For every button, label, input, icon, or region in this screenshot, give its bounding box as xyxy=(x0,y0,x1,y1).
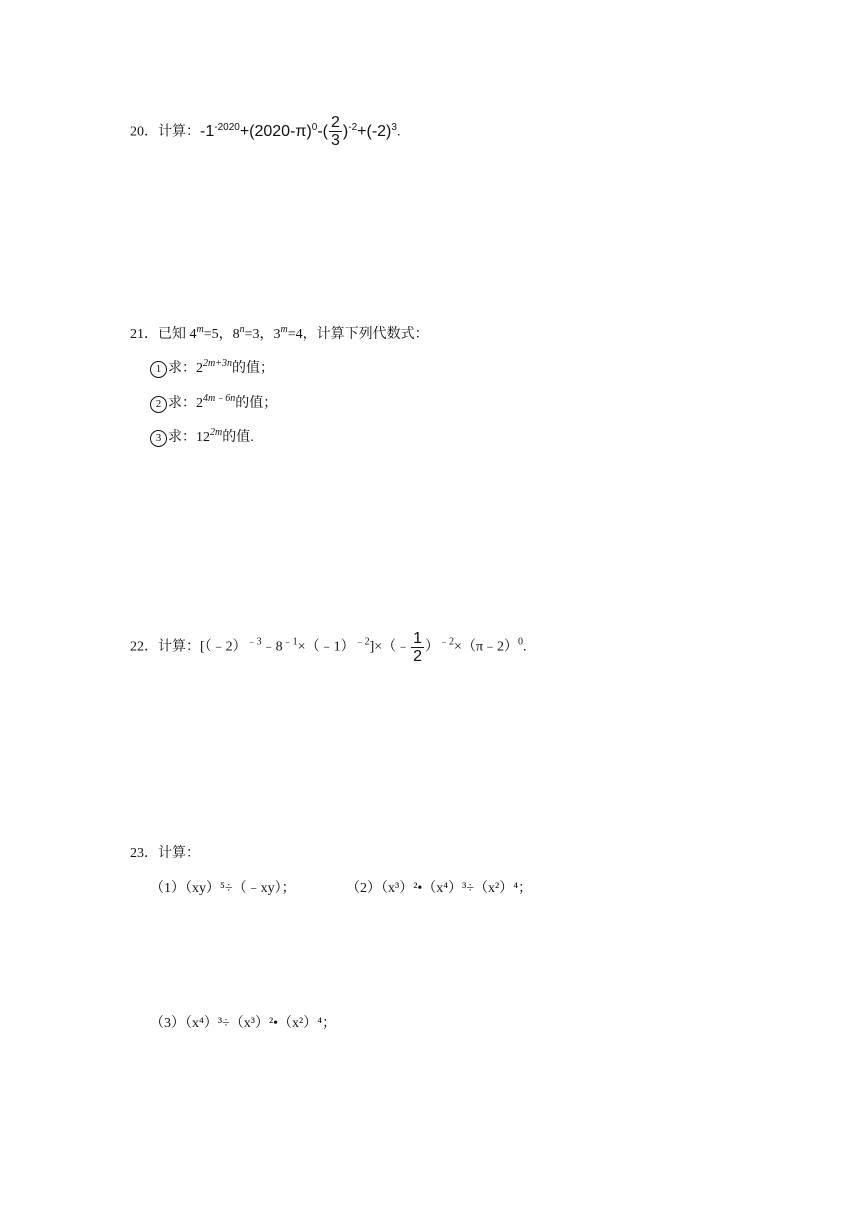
circled-number: 2 xyxy=(150,396,167,413)
question-number: 20． xyxy=(130,124,158,140)
q21-item-2: 2 求：$2^{4m﹣6n}$的值； xyxy=(150,394,277,414)
question-23 xyxy=(130,844,200,864)
question-prompt: 计算： xyxy=(158,124,200,140)
question-prompt: 计算： xyxy=(158,639,200,655)
fraction: $\frac{2}{3}$ xyxy=(331,114,340,149)
question-prompt: 计算： xyxy=(158,846,200,861)
q23-part-2: （2）（x³）²•（x⁴）³÷（x²）⁴； xyxy=(346,881,533,896)
question-22: 22．计算：$[(﹣2)^{﹣3}﹣8^{﹣1}\times(﹣1)^{﹣2}]\times(﹣$ $\frac{1}{2}$ ）$^{﹣2}$×（π﹣2）$^0$. xyxy=(130,630,527,665)
math-expression: $-1^{-2020}+(2020-\pi)^0-$( $\frac{2}{3}$ )$^{-2}+(-2)^3$ xyxy=(200,114,397,149)
q23-part-3: （3）（x⁴）³÷（x³）²•（x²）⁴； xyxy=(150,1016,337,1031)
fraction: $\frac{1}{2}$ xyxy=(413,630,423,665)
question-number: 21． xyxy=(130,327,158,342)
question-21: 21．已知 $4^m=5$，$8^n=3$，$3^m=4$，计算下列代数式： xyxy=(130,324,429,342)
question-20: 20．计算：$-1^{-2020}+(2020-\pi)^0-$( $\frac{2}{3}$ )$^{-2}+(-2)^3$. xyxy=(130,114,401,149)
circled-number: 3 xyxy=(150,430,167,447)
circled-number: 1 xyxy=(150,361,167,378)
q21-item-3: 3 求：$12^{2m}$的值. xyxy=(150,428,254,448)
q23-part-1: （1）（xy）⁵÷（﹣xy）； xyxy=(150,881,296,896)
q21-item-1: 1 求：$2^{2m+3n}$的值； xyxy=(150,359,274,379)
question-number: 23． xyxy=(130,846,158,861)
question-number: 22． xyxy=(130,639,158,655)
